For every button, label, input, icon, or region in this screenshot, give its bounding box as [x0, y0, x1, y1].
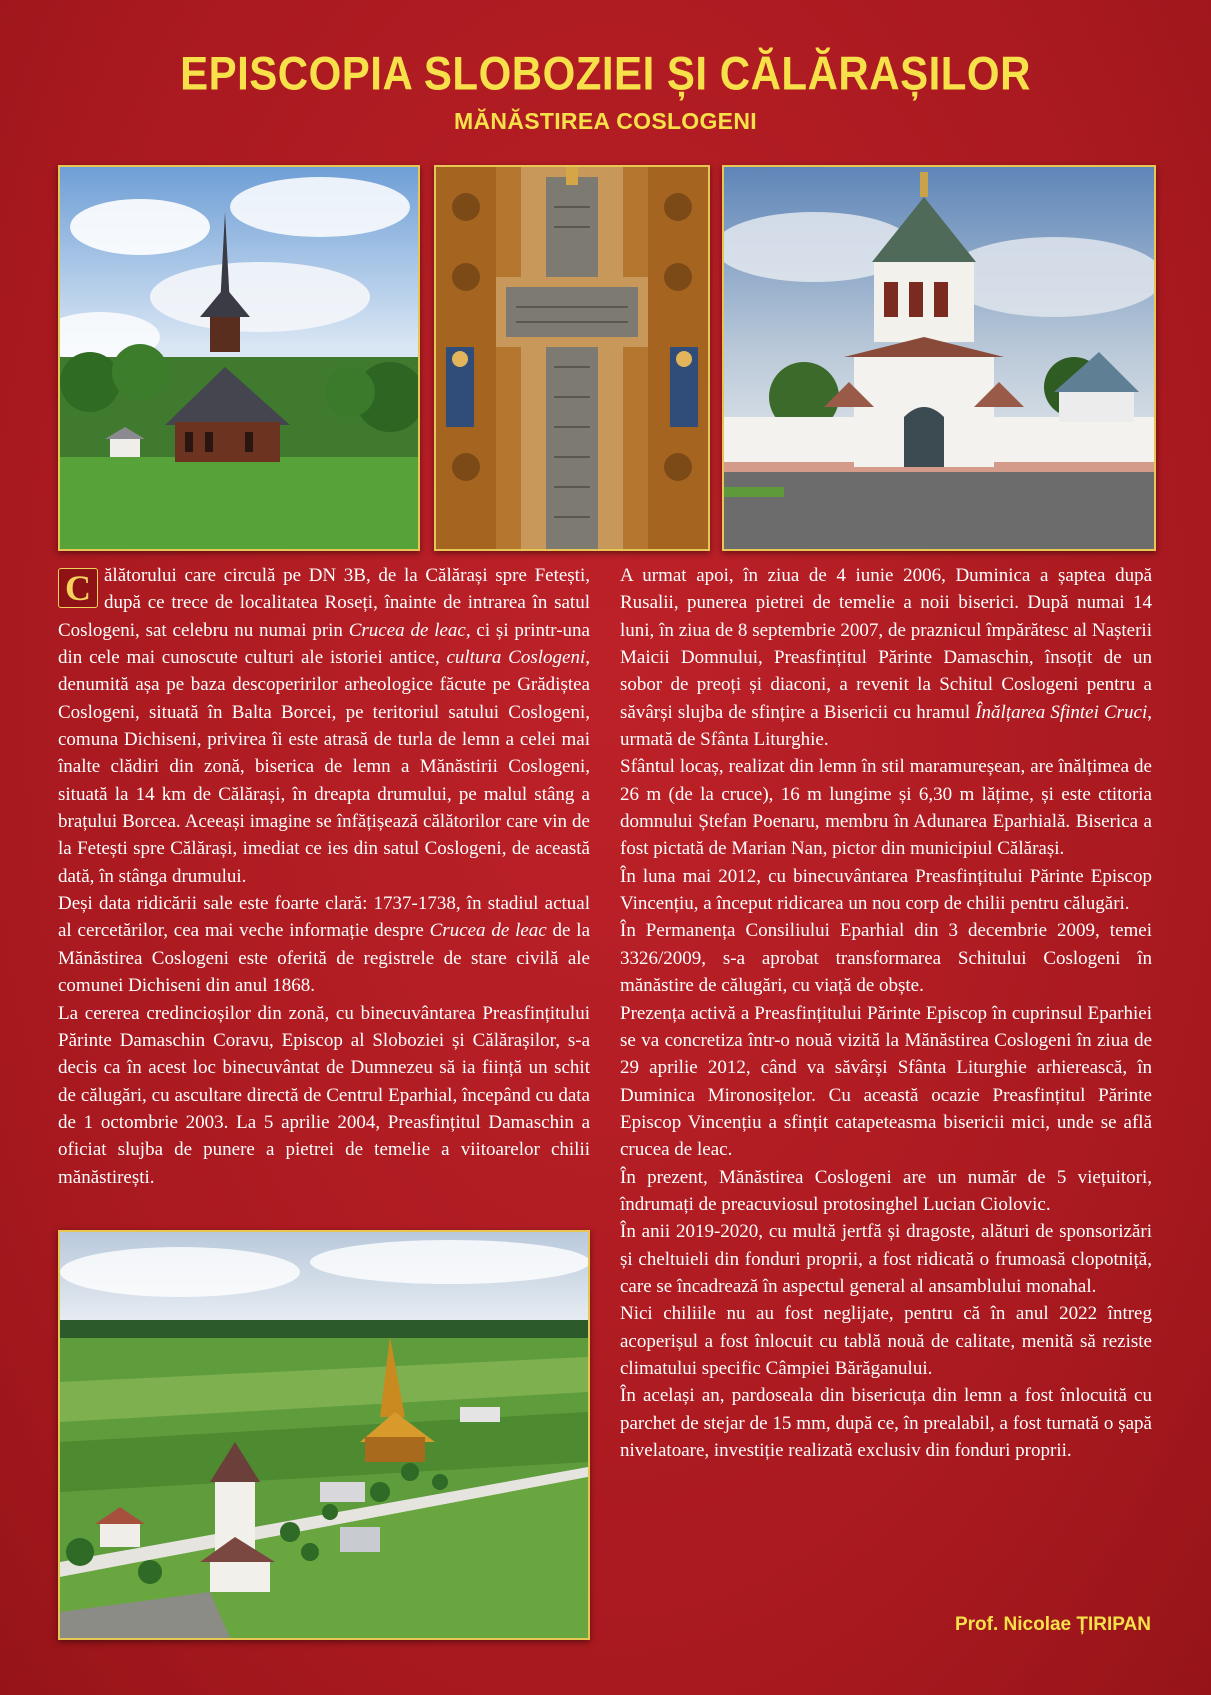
text-run: ălătorului care circulă pe DN 3B, de la Călărași spre Fetești, după ce trece de localitatea Roseți, înainte de intrarea în satul Coslogeni, sat celebru nu numai prin: [58, 565, 590, 641]
text-run-italic: Crucea de leac,: [348, 619, 471, 641]
paragraph: În anii 2019-2020, cu multă jertfă și dragoste, alături de sponsorizări și cheltuieli din fonduri proprii, a fost ridicată o frumoasă clopotniță, care se încadrează în aspectul general al ansamblului monahal.: [620, 1221, 1152, 1297]
bell-tower-gate-photo: [722, 165, 1156, 551]
text-run: Deși data ridicării sale este foarte clară: 1737-1738, în stadiul actual al cercetărilor, cea mai veche informație despre: [58, 893, 590, 942]
right-text-column: [620, 562, 1152, 1464]
paragraph: În același an, pardoseala din bisericuța din lemn a fost înlocuită cu parchet de stejar de 15 mm, după ce, în prealabil, a fost turnată o șapă nivelatoare, investiție realizată exclusiv din fonduri proprii.: [620, 1385, 1152, 1461]
paragraph: În prezent, Mănăstirea Coslogeni are un număr de 5 viețuitori, îndrumați de preacuviosul protosinghel Lucian Ciolovic.: [620, 1166, 1152, 1215]
text-run-italic: Înălțarea Sfintei Cruci: [975, 701, 1148, 723]
aerial-monastery-photo: [58, 1230, 590, 1640]
author-signature: Prof. Nicolae ȚIRIPAN: [954, 1614, 1151, 1635]
wooden-church-photo: [58, 165, 420, 551]
paragraph: Prezența activă a Preasfințitului Părinte Episcop în cuprinsul Eparhiei se va concretiza într-o nouă vizită la Mănăstirea Coslogeni în ziua de 29 aprilie 2012, când va săvârși Sfânta Liturghie arhierească, în Duminica Mironosițelor. Cu această ocazie Preasfințitul Părinte Episcop Vincențiu a sfințit catapeteasma bisericii mici, unde se află crucea de leac.: [620, 1002, 1152, 1161]
left-text-column: [58, 562, 590, 1191]
carved-cross-photo: [434, 165, 710, 551]
drop-cap: C: [58, 568, 98, 608]
paragraph: La cererea credincioșilor din zonă, cu binecuvântarea Preasfințitului Părinte Damaschin Coravu, Episcop al Sloboziei și Călărașilor, s-a decis ca în acest loc binecuvântat de Dumnezeu să ia ființă un schit de călugări, cu ascultare directă de Centrul Eparhial, începând cu data de 1 octombrie 2003. La 5 aprilie 2004, Preasfințitul Damaschin a oficiat slujba de punere a pietrei de temelie a viitoarelor chilii mănăstirești.: [58, 1002, 590, 1188]
paragraph: În Permanența Consiliului Eparhial din 3 decembrie 2009, temei 3326/2009, s-a aprobat transformarea Schitului Coslogeni în mănăstire de călugări, cu viață de obște.: [620, 920, 1152, 997]
text-run-italic: Crucea de leac: [429, 920, 547, 942]
paragraph: Nici chiliile nu au fost neglijate, pentru că în anul 2022 întreg acoperișul a fost înlocuit cu tablă nouă de calitate, menită să reziste climatului specific Câmpiei Bărăganului.: [620, 1303, 1152, 1379]
text-run: ci și printr-una din cele mai cunoscute culturi ale istoriei antice,: [58, 619, 590, 669]
paragraph: [58, 890, 590, 999]
page-title: EPISCOPIA SLOBOZIEI ȘI CĂLĂRAȘILOR: [180, 47, 1031, 100]
paragraph: [58, 562, 590, 890]
page-subtitle: MĂNĂSTIREA COSLOGENI: [454, 108, 757, 134]
text-run: , denumită așa pe baza descoperirilor arheologice făcute pe Grădiștea Coslogeni, situată în Balta Borcei, pe teritoriul satului Coslogeni, comuna Dichiseni, privirea îi este atrasă de turla de lemn a celei mai înalte clădiri din zonă, biserica de lemn a Mănăstirii Coslogeni, situată la 14 km de Călărași, în dreapta drumului, pe malul stâng a brațului Borcea. Aceeași imagine se înfățișează călătorilor care vin de la Fetești spre Călărași, imediat ce ies din satul Coslogeni, de această dată, în stânga drumului.: [58, 647, 590, 887]
text-run: A urmat apoi, în ziua de 4 iunie 2006, Duminica a șaptea după Rusalii, punerea pietrei de temelie a noii biserici. După numai 14 luni, în ziua de 8 septembrie 2007, de praznicul împărătesc al Nașterii Maicii Domnului, Preasfințitul Părinte Damaschin, însoțit de un sobor de preoți și diaconi, a revenit la Schitul Coslogeni pentru a săvârși slujba de sfințire a Bisericii cu hramul: [620, 565, 1152, 723]
paragraph: [620, 562, 1152, 753]
paragraph: Sfântul locaș, realizat din lemn în stil maramureșean, are înălțimea de 26 m (de la cruce), 16 m lungime și 6,30 m lățime, și este ctitoria domnului Ștefan Poenaru, membru în Adunarea Eparhială. Biserica a fost pictată de Marian Nan, pictor din municipiul Călărași.: [620, 756, 1152, 860]
text-run: de la Mănăstirea Coslogeni este oferită de registrele de stare civilă ale comunei Dichiseni din anul 1868.: [58, 920, 591, 997]
text-run: , urmată de Sfânta Liturghie.: [620, 701, 1152, 751]
text-run-italic: cultura Coslogeni: [446, 647, 586, 669]
paragraph: În luna mai 2012, cu binecuvântarea Preasfințitului Părinte Episcop Vincențiu, a început ridicarea un nou corp de chilii pentru călugări.: [620, 865, 1152, 915]
